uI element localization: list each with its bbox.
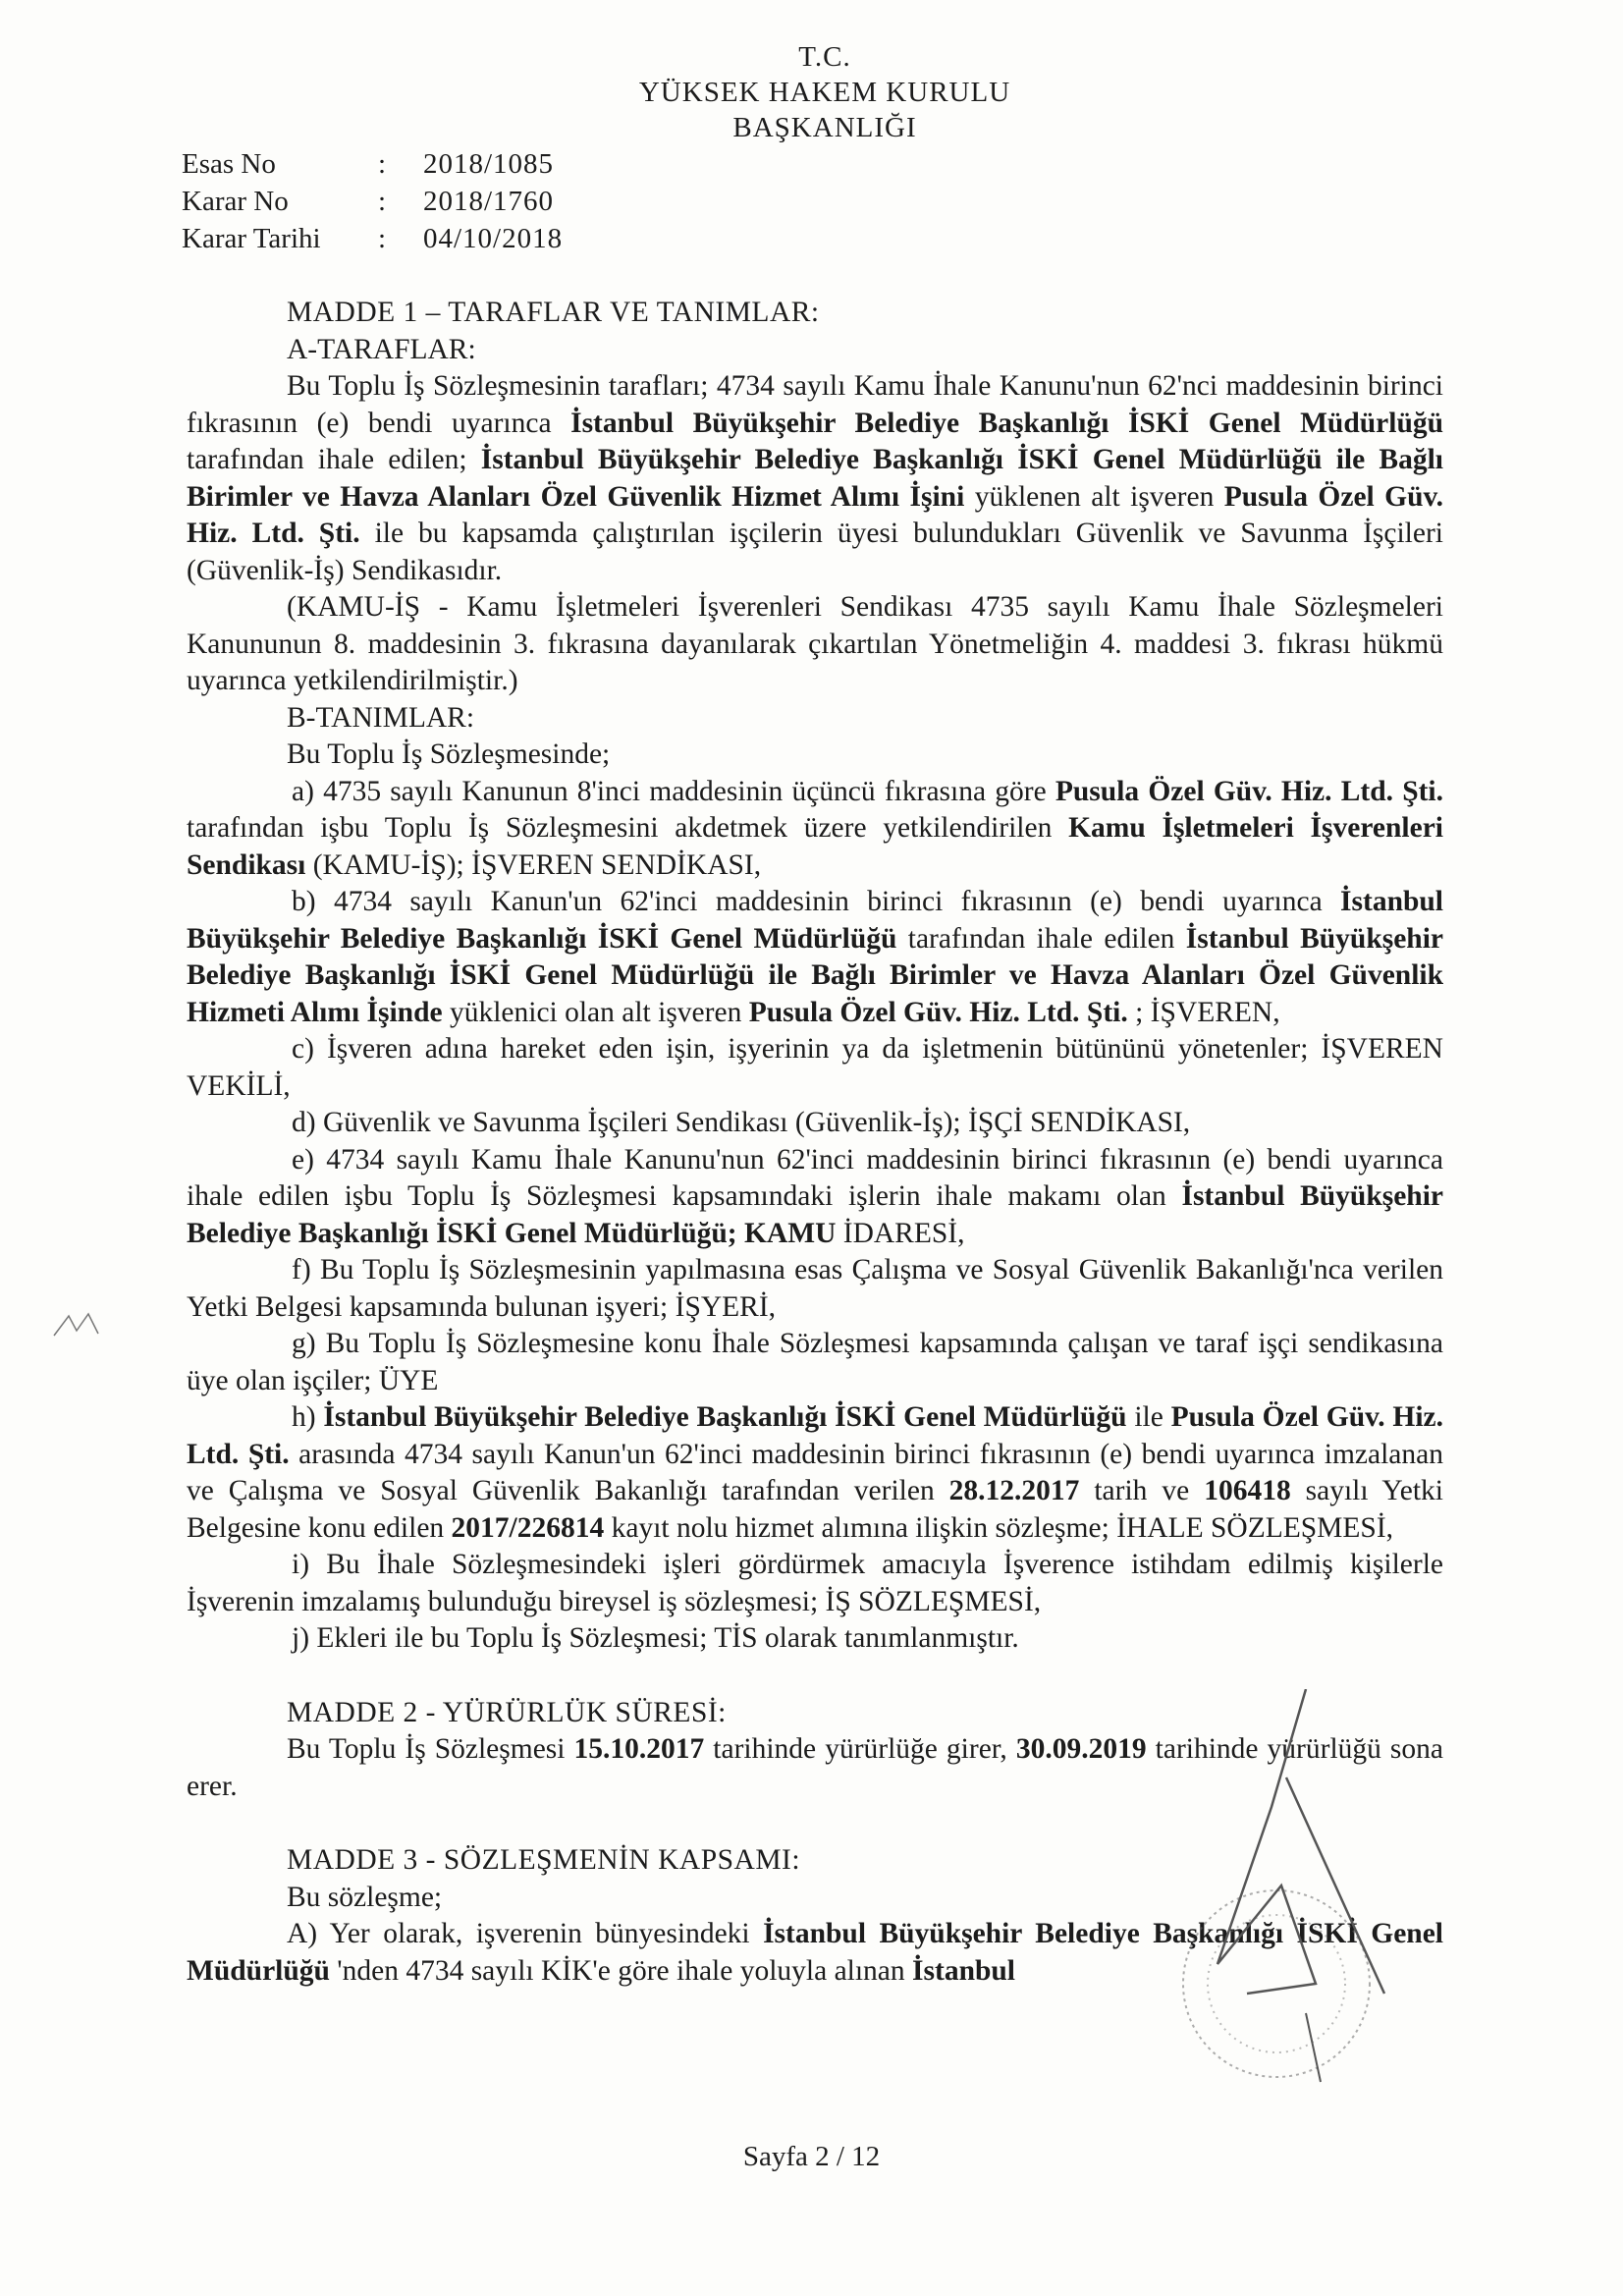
text-run: A) Yer olarak, işverenin bünyesindeki [287,1918,764,1949]
bold-text: İstanbul Büyükşehir Belediye Başkanlığı İSKİ Genel Müdürlüğü; KAMU [187,1180,1443,1249]
taraflar-heading: A-TARAFLAR: [287,333,476,365]
bold-text: İstanbul Büyükşehir Belediye Başkanlığı İSKİ Genel Müdürlüğü [187,886,1443,955]
text-run: g) Bu Toplu İş Sözleşmesine konu İhale Sözleşmesi kapsamında çalışan ve taraf işçi sendikasına üye olan işçiler; ÜYE [187,1328,1443,1396]
bold-text: 30.09.2019 [1015,1733,1147,1765]
text-run: a) 4735 sayılı Kanunun 8'inci maddesinin üçüncü fıkrasına göre [292,775,1055,807]
case-metadata [182,145,563,257]
text-run: tarihinde yürürlüğe girer, [704,1733,1016,1765]
meta-key: Esas No [182,148,276,180]
text-run: yüklenen alt işveren [964,480,1224,513]
meta-key: Karar Tarihi [182,223,321,254]
definition-item-b [187,884,1443,1031]
text-run: i) Bu İhale Sözleşmesindeki işleri gördürmek amacıyla İşverence istihdam edilmiş kişilerle İşverenin imzalamış bulunduğu bireysel iş sözleşmesi; İŞ SÖZLEŞMESİ, [187,1549,1443,1617]
text-run: İDARESİ, [836,1217,965,1249]
text-run: j) Ekleri ile bu Toplu İş Sözleşmesi; TİS olarak tanımlanmıştır. [292,1622,1019,1654]
header-institution: YÜKSEK HAKEM KURULU [638,77,1011,108]
meta-separator: : [378,223,387,254]
document-header [550,39,1100,145]
text-run: arasında 4734 sayılı Kanun'un 62'inci maddesinin birinci fıkrasının (e) bendi uyarınca imzalanan ve Çalışma ve Sosyal Güvenlik Bakanlığı tarafından verilen [187,1438,1443,1506]
bold-text: Pusula Özel Güv. Hiz. Ltd. Şti. [1055,775,1443,807]
text-run: b) 4734 sayılı Kanun'un 62'inci maddesinin birinci fıkrasının (e) bendi uyarınca [292,886,1341,917]
bold-text: 2017/226814 [451,1511,605,1544]
page-number: Sayfa 2 / 12 [742,2141,881,2172]
bold-text: 15.10.2017 [573,1733,705,1765]
meta-row-esas [182,145,563,183]
text-run: sayılı Yetki Belgesine konu edilen [187,1475,1444,1544]
bold-text: Pusula Özel Güv. Hiz. Ltd. Şti. [187,480,1443,549]
kamu-is-note: (KAMU-İŞ - Kamu İşletmeleri İşverenleri Sendikası 4735 sayılı Kamu İhale Sözleşmeleri Kanununun 8. maddesinin 3. fıkrasına dayanılarak çıkartılan Yönetmeliğin 4. maddesi 3. fıkrası hükmü uyarınca yetkilendirilmiştir.) [187,591,1443,696]
definition-item-f [187,1252,1443,1326]
meta-separator: : [378,186,387,217]
bold-text: Pusula Özel Güv. Hiz. Ltd. Şti. [187,1401,1443,1470]
text-run: ; İŞVEREN, [1127,996,1280,1028]
text-run: Bu Toplu İş Sözleşmesi [287,1733,574,1765]
text-run: tarafından işbu Toplu İş Sözleşmesini akdetmek üzere yetkilendirilen [187,812,1069,844]
text-run: d) Güvenlik ve Savunma İşçileri Sendikası (Güvenlik-İş); İŞÇİ SENDİKASI, [292,1107,1191,1138]
text-run: tarihinde yürürlüğü sona erer. [187,1733,1443,1802]
bold-text: İstanbul Büyükşehir Belediye Başkanlığı İSKİ Genel Müdürlüğü [570,407,1444,439]
meta-separator: : [378,148,387,180]
text-run: Bu Toplu İş Sözleşmesinin tarafları; 4734 sayılı Kamu İhale Kanunu'nun 62'nci maddesinin birinci fıkrasının (e) bendi uyarınca [187,370,1443,439]
text-run: e) 4734 sayılı Kamu İhale Kanunu'nun 62'inci maddesinin birinci fıkrasının (e) bendi uyarınca ihale edilen işbu Toplu İş Sözleşmesi kapsamındaki işlerin ihale makamı olan [187,1143,1443,1212]
meta-key: Karar No [182,186,289,217]
signature-stamp [1070,1689,1424,2121]
text-run: c) İşveren adına hareket eden işin, işyerinin ya da işletmenin bütününü yönetenler; İŞVEREN VEKİLİ, [187,1033,1443,1102]
bold-text: 106418 [1204,1475,1291,1506]
bold-text: İstanbul Büyükşehir Belediye Başkanlığı İSKİ Genel Müdürlüğü ile Bağlı Birimler ve Havza Alanları Özel Güvenlik Hizmeti Alımı İşinde [187,922,1443,1028]
madde3-intro: Bu sözleşme; [287,1881,443,1913]
bold-text: Pusula Özel Güv. Hiz. Ltd. Şti. [748,996,1128,1028]
text-run: tarafından ihale edilen; [187,444,481,475]
text-run: tarafından ihale edilen [896,922,1186,955]
definition-item-i [187,1547,1443,1620]
bold-text: İstanbul Büyükşehir Belediye Başkanlığı İSKİ Genel Müdürlüğü ile Bağlı Birimler ve Havza Alanları Özel Güvenlik Hizmet Alımı İşini [187,444,1443,513]
margin-mark [49,1306,108,1345]
bold-text: İstanbul Büyükşehir Belediye Başkanlığı İSKİ Genel Müdürlüğü [187,1918,1443,1987]
bold-text: Kamu İşletmeleri İşverenleri Sendikası [187,812,1443,881]
meta-row-tarih [182,220,563,257]
header-tc: T.C. [798,41,851,73]
header-presidency: BAŞKANLIĞI [732,112,917,143]
madde3-title: MADDE 3 - SÖZLEŞMENİN KAPSAMI: [287,1844,801,1876]
text-run: tarih ve [1079,1475,1205,1506]
definition-item-j [187,1620,1443,1658]
bold-text: İstanbul Büyükşehir Belediye Başkanlığı İSKİ Genel Müdürlüğü [323,1401,1127,1433]
bold-text: İstanbul [912,1954,1015,1987]
bold-text: 28.12.2017 [948,1475,1080,1506]
tanimlar-intro: Bu Toplu İş Sözleşmesinde; [287,738,611,770]
meta-value: 2018/1085 [423,148,555,180]
definition-item-a [187,774,1443,885]
definition-item-d [187,1105,1443,1142]
definition-item-h [187,1399,1443,1547]
text-run: ile bu kapsamda çalıştırılan işçilerin üyesi bulundukları Güvenlik ve Savunma İşçileri (Güvenlik-İş) Sendikasıdır. [187,518,1443,586]
text-run: kayıt nolu hizmet alımına ilişkin sözleşme; İHALE SÖZLEŞMESİ, [604,1511,1394,1544]
meta-value: 2018/1760 [423,186,555,217]
meta-value: 04/10/2018 [423,223,564,254]
text-run: 'nden 4734 sayılı KİK'e göre ihale yoluyla alınan [329,1954,913,1987]
definition-item-g [187,1326,1443,1399]
definition-item-c [187,1031,1443,1105]
text-run: yüklenici olan alt işveren [442,996,749,1028]
text-run: h) [292,1401,324,1433]
tanimlar-heading: B-TANIMLAR: [287,701,475,734]
madde2-title: MADDE 2 - YÜRÜRLÜK SÜRESİ: [287,1696,727,1728]
taraflar-paragraph [187,368,1443,589]
definition-item-e [187,1142,1443,1253]
meta-row-karar [182,183,563,220]
text-run: (KAMU-İŞ); İŞVEREN SENDİKASI, [305,848,762,881]
text-run: ile [1126,1401,1171,1433]
madde1-title: MADDE 1 – TARAFLAR VE TANIMLAR: [287,297,820,328]
text-run: f) Bu Toplu İş Sözleşmesinin yapılmasına esas Çalışma ve Sosyal Güvenlik Bakanlığı'nca verilen Yetki Belgesi kapsamında bulunan işyeri; İŞYERİ, [187,1254,1443,1323]
